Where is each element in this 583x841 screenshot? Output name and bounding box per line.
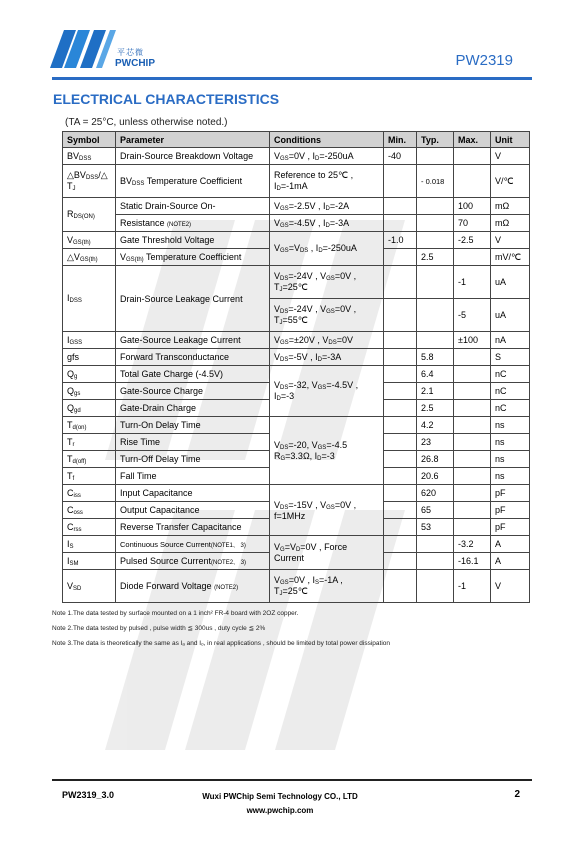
cell-typ: - 0.018 xyxy=(417,165,454,198)
cell-typ xyxy=(417,536,454,553)
cell-typ: 2.5 xyxy=(417,400,454,417)
ta-note: (TA = 25°C, unless otherwise noted.) xyxy=(65,117,228,128)
cell-typ: 65 xyxy=(417,502,454,519)
cell-typ xyxy=(417,198,454,215)
cell-unit: S xyxy=(491,349,530,366)
table-row xyxy=(63,215,530,232)
cell-parameter: Turn-On Delay Time xyxy=(116,417,270,434)
cell-typ: 23 xyxy=(417,434,454,451)
cell-symbol: $I_{GSS}$ xyxy=(63,332,116,349)
cell-unit: A xyxy=(491,553,530,570)
cell-max xyxy=(454,400,491,417)
cell-min xyxy=(384,215,417,232)
cell-max xyxy=(454,485,491,502)
cell-symbol: $T_f$ xyxy=(63,468,116,485)
cell-unit: mΩ xyxy=(491,198,530,215)
cell-typ xyxy=(417,232,454,249)
cell-conditions: $V_{GS}=V_{DS}$ , $I_D=-250uA$ xyxy=(270,232,384,266)
cell-typ: 53 xyxy=(417,519,454,536)
cell-min xyxy=(384,553,417,570)
cell-symbol: $C_{oss}$ xyxy=(63,502,116,519)
logo-chinese-name: 平芯微 xyxy=(117,48,144,57)
cell-unit: nC xyxy=(491,366,530,383)
cell-symbol: $V_{SD}$ xyxy=(63,570,116,603)
cell-min xyxy=(384,485,417,502)
cell-max xyxy=(454,349,491,366)
cell-max xyxy=(454,366,491,383)
header-parameter: Parameter xyxy=(116,132,270,148)
cell-symbol: $I_{SM}$ xyxy=(63,553,116,570)
table-header-row xyxy=(63,132,530,148)
table-row xyxy=(63,165,530,198)
cell-max: -1 xyxy=(454,266,491,299)
cell-typ: 4.2 xyxy=(417,417,454,434)
cell-min xyxy=(384,417,417,434)
cell-typ: 2.1 xyxy=(417,383,454,400)
cell-conditions: Reference to 25℃ , $I_D=-1mA$ xyxy=(270,165,384,198)
cell-unit: V xyxy=(491,148,530,165)
cell-symbol: $BV_{DSS}$ xyxy=(63,148,116,165)
cell-min xyxy=(384,451,417,468)
cell-unit: pF xyxy=(491,519,530,536)
cell-symbol: $C_{rss}$ xyxy=(63,519,116,536)
cell-typ xyxy=(417,148,454,165)
footer-website-link[interactable]: www.pwchip.com xyxy=(246,806,314,815)
cell-typ: 6.4 xyxy=(417,366,454,383)
cell-unit: pF xyxy=(491,502,530,519)
cell-unit: V/℃ xyxy=(491,165,530,198)
cell-unit: nC xyxy=(491,400,530,417)
cell-max: -1 xyxy=(454,570,491,603)
cell-max xyxy=(454,468,491,485)
cell-min xyxy=(384,434,417,451)
cell-max xyxy=(454,148,491,165)
cell-max xyxy=(454,519,491,536)
header-symbol: Symbol xyxy=(63,132,116,148)
cell-parameter: Gate-Source Charge xyxy=(116,383,270,400)
cell-typ: 5.8 xyxy=(417,349,454,366)
table-row xyxy=(63,536,530,553)
cell-unit: V xyxy=(491,232,530,249)
cell-conditions: $V_{GS}=0V$ , $I_D=-250uA$ xyxy=(270,148,384,165)
cell-typ xyxy=(417,332,454,349)
cell-max xyxy=(454,383,491,400)
cell-unit: nC xyxy=(491,383,530,400)
cell-min xyxy=(384,198,417,215)
cell-parameter: $V_{GS(th)}$ Temperature Coefficient xyxy=(116,249,270,266)
cell-max xyxy=(454,165,491,198)
cell-parameter: Reverse Transfer Capacitance xyxy=(116,519,270,536)
cell-symbol: $R_{DS(ON)}$ xyxy=(63,198,116,232)
footer-company xyxy=(190,790,370,818)
cell-parameter: Continuous Source Current(NOTE1、 3) xyxy=(116,536,270,553)
notes xyxy=(52,606,390,651)
cell-parameter: Forward Transconductance xyxy=(116,349,270,366)
cell-unit: ns xyxy=(491,468,530,485)
cell-min xyxy=(384,468,417,485)
cell-min xyxy=(384,299,417,332)
cell-parameter: Static Drain-Source On- xyxy=(116,198,270,215)
cell-symbol: $Q_g$ xyxy=(63,366,116,383)
cell-symbol: $C_{iss}$ xyxy=(63,485,116,502)
cell-conditions: $V_{GS}=-2.5V$ , $I_D=-2A$ xyxy=(270,198,384,215)
cell-conditions: $V_{DS}=-24V$ , $V_{GS}=0V$ , $T_J=25℃$ xyxy=(270,266,384,299)
table-row xyxy=(63,366,530,383)
cell-conditions: $V_{GS}=0V$ , $I_S=-1A$ , $T_J=25℃$ xyxy=(270,570,384,603)
cell-max: -16.1 xyxy=(454,553,491,570)
cell-min xyxy=(384,332,417,349)
footer-company-name: Wuxi PWChip Semi Technology CO., LTD xyxy=(202,792,358,801)
header-rule xyxy=(52,77,532,80)
cell-max xyxy=(454,451,491,468)
header-min: Min. xyxy=(384,132,417,148)
cell-parameter: Resistance (NOTE2) xyxy=(116,215,270,232)
footer-rule xyxy=(52,779,532,781)
cell-typ: 620 xyxy=(417,485,454,502)
cell-min xyxy=(384,249,417,266)
header-conditions: Conditions xyxy=(270,132,384,148)
cell-conditions: $V_{DS}=-32$, $V_{GS}=-4.5V$ , $I_D=-3$ xyxy=(270,366,384,417)
cell-symbol: gfs xyxy=(63,349,116,366)
cell-symbol: $I_S$ xyxy=(63,536,116,553)
cell-typ xyxy=(417,570,454,603)
cell-unit: ns xyxy=(491,434,530,451)
cell-min: -1.0 xyxy=(384,232,417,249)
table-row xyxy=(63,485,530,502)
cell-parameter: Pulsed Source Current(NOTE2、 3) xyxy=(116,553,270,570)
cell-typ xyxy=(417,553,454,570)
note-1: Note 1.The data tested by surface mounted on a 1 inch² FR-4 board with 2OZ copper. xyxy=(52,610,299,617)
cell-max: -5 xyxy=(454,299,491,332)
cell-conditions: $V_G=V_D=0V$ , Force Current xyxy=(270,536,384,570)
logo-english-name: PWCHIP xyxy=(115,58,155,69)
cell-max: ±100 xyxy=(454,332,491,349)
cell-conditions: $V_{GS}=\pm 20V$ , $V_{DS}=0V$ xyxy=(270,332,384,349)
cell-parameter: Diode Forward Voltage (NOTE2) xyxy=(116,570,270,603)
cell-unit: nA xyxy=(491,332,530,349)
cell-parameter: Gate-Source Leakage Current xyxy=(116,332,270,349)
cell-symbol: $Q_{gs}$ xyxy=(63,383,116,400)
cell-min xyxy=(384,400,417,417)
table-row xyxy=(63,570,530,603)
footer-doc-id: PW2319_3.0 xyxy=(62,790,115,800)
cell-min xyxy=(384,502,417,519)
cell-max: 70 xyxy=(454,215,491,232)
cell-conditions: $V_{DS}=-20$, $V_{GS}=-4.5$ $R_G=3.3\Omega$, $I_D=-3$ xyxy=(270,417,384,485)
cell-typ: 20.6 xyxy=(417,468,454,485)
cell-parameter: $BV_{DSS}$ Temperature Coefficient xyxy=(116,165,270,198)
cell-symbol: $T_r$ xyxy=(63,434,116,451)
table-row xyxy=(63,198,530,215)
header-typ: Typ. xyxy=(417,132,454,148)
cell-max: -3.2 xyxy=(454,536,491,553)
cell-min xyxy=(384,349,417,366)
cell-typ: 26.8 xyxy=(417,451,454,468)
header-unit: Unit xyxy=(491,132,530,148)
cell-unit: mV/℃ xyxy=(491,249,530,266)
cell-min xyxy=(384,536,417,553)
footer-page-number: 2 xyxy=(514,789,520,800)
table-row xyxy=(63,349,530,366)
cell-parameter: Gate-Drain Charge xyxy=(116,400,270,417)
cell-typ: 2.5 xyxy=(417,249,454,266)
cell-parameter: Gate Threshold Voltage xyxy=(116,232,270,249)
cell-parameter: Input Capacitance xyxy=(116,485,270,502)
electrical-characteristics-table xyxy=(62,131,530,603)
cell-symbol: $\triangle V_{GS(th)}$ xyxy=(63,249,116,266)
cell-typ xyxy=(417,215,454,232)
cell-max xyxy=(454,249,491,266)
table-row xyxy=(63,148,530,165)
table-row xyxy=(63,232,530,249)
cell-max: 100 xyxy=(454,198,491,215)
cell-max xyxy=(454,417,491,434)
note-3: Note 3.The data is theoretically the same as Iₐ and Iₒ, in real applications , should be limited by total power dissipation xyxy=(52,640,390,647)
cell-unit: pF xyxy=(491,485,530,502)
note-2: Note 2.The data tested by pulsed , pulse width ≦ 300us , duty cycle ≦ 2% xyxy=(52,625,266,632)
cell-parameter: Drain-Source Breakdown Voltage xyxy=(116,148,270,165)
cell-unit: ns xyxy=(491,451,530,468)
cell-parameter: Turn-Off Delay Time xyxy=(116,451,270,468)
cell-max xyxy=(454,502,491,519)
cell-max: -2.5 xyxy=(454,232,491,249)
cell-parameter: Output Capacitance xyxy=(116,502,270,519)
cell-unit: uA xyxy=(491,266,530,299)
header-part-number: PW2319 xyxy=(455,52,513,69)
cell-typ xyxy=(417,299,454,332)
cell-conditions: $V_{DS}=-5V$ , $I_D=-3A$ xyxy=(270,349,384,366)
cell-unit: ns xyxy=(491,417,530,434)
cell-conditions: $V_{DS}=-24V$ , $V_{GS}=0V$ , $T_J=55℃$ xyxy=(270,299,384,332)
cell-symbol: $I_{DSS}$ xyxy=(63,266,116,332)
cell-unit: A xyxy=(491,536,530,553)
cell-parameter: Drain-Source Leakage Current xyxy=(116,266,270,332)
cell-unit: uA xyxy=(491,299,530,332)
cell-min xyxy=(384,383,417,400)
cell-parameter: Rise Time xyxy=(116,434,270,451)
cell-parameter: Fall Time xyxy=(116,468,270,485)
section-title: ELECTRICAL CHARACTERISTICS xyxy=(53,91,280,107)
cell-parameter: Total Gate Charge (-4.5V) xyxy=(116,366,270,383)
cell-symbol: $V_{GS(th)}$ xyxy=(63,232,116,249)
table-row xyxy=(63,266,530,299)
cell-typ xyxy=(417,266,454,299)
cell-symbol: $\triangle BV_{DSS}/\triangle$ $T_J$ xyxy=(63,165,116,198)
header-max: Max. xyxy=(454,132,491,148)
cell-symbol: $T_{d(off)}$ xyxy=(63,451,116,468)
cell-conditions: $V_{GS}=-4.5V$ , $I_D=-3A$ xyxy=(270,215,384,232)
cell-symbol: $T_{d(on)}$ xyxy=(63,417,116,434)
cell-unit: V xyxy=(491,570,530,603)
cell-min xyxy=(384,165,417,198)
table-row xyxy=(63,332,530,349)
cell-conditions: $V_{DS}=-15V$ , $V_{GS}=0V$ , f=1MHz xyxy=(270,485,384,536)
cell-min: -40 xyxy=(384,148,417,165)
cell-unit: mΩ xyxy=(491,215,530,232)
table-row xyxy=(63,417,530,434)
cell-min xyxy=(384,366,417,383)
cell-min xyxy=(384,519,417,536)
cell-max xyxy=(454,434,491,451)
cell-min xyxy=(384,570,417,603)
cell-min xyxy=(384,266,417,299)
cell-symbol: $Q_{gd}$ xyxy=(63,400,116,417)
